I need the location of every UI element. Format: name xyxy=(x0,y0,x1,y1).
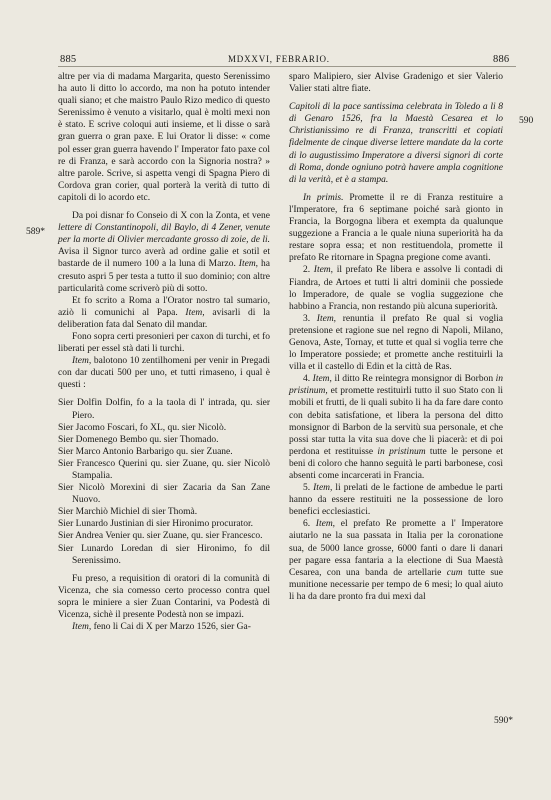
paragraph: Fono sopra certi presonieri per caxon di turchi, et fo liberati per essel stà dati li turchi. xyxy=(58,331,270,355)
paragraph: Et fo scrito a Roma a l'Orator nostro tal sumario, aziò li comunichi al Papa. Item, avisarli di la deliberation fata dal Senato dil mandar. xyxy=(58,295,270,330)
list-item: Sier Marchiò Michiel di sier Thomà. xyxy=(58,507,198,518)
list-item: Sier Jacomo Foscari, fo XL, qu. sier Nicolò. xyxy=(58,422,227,433)
paragraph: 2. Item, il prefato Re libera e assolve li contadi di Fiandra, de Artoes et tutti li altri dominii che possiede lo Imperadore, de quale se voglia suggezione che habbino a Francia, non restando più alcuna superiorità. xyxy=(289,265,504,312)
paragraph: Da poi disnar fo Conseio di X con la Zonta, et vene lettere di Constantinopoli, dil Baylo, di 4 Zener, venute per la morte di Olivier mercadante grosso di zoie, de li. Avisa il Signor turco averà ad ordine galie et sotil et bastarde de il numero 100 a la luna di Marzo. Item, ha cresuto aspri 5 per testa a tutto il suo dominio; con altre particularità come scriverò più di sotto. xyxy=(58,211,270,294)
paragraph: Fu preso, a requisition di oratori di la comunità di Vicenza, che sia comesso certo processo contra quel sopra le miniere a sier Zuan Contarini, va Podestà di Vicenza, sichè il presente Podestà non se impazi. xyxy=(58,573,270,621)
list-item: Sier Lunardo Loredan di sier Hironimo, fo dil Serenissimo. xyxy=(58,543,270,566)
paragraph: 4. Item, il ditto Re reintegra monsignor di Borbon in pristinum, et promette restituirli tutto il suo Stato con li mobili et frutti, de li quali subito li ha da fare dare conto con debita satisfatione, et libera la persona del ditto monsignor di Barbon de la servitù sua personale, et che possi star tutta la vita sua dove che li piacerà: et di poi perdona et restituisse in pristinum tutte le persone et beni di coloro che hanno seguità le parti barbonese, così absenti come incarcerati in Francia. xyxy=(289,374,503,481)
paragraph: altre per via di madama Margarita, questo Serenissimo ha auto li ditto lo accordo, ma non ha potuto intender quali siano; et che maistro Paulo Rizo medico di questo Serenissimo è venuto a visitarlo, qual è molti mexi non è stato. E scrive coloqui auti insieme, et li disse o sarà gran guerra o gran paxe. E lui Orator li disse: « come pol esser gran guerra havendo l' Imperator fato paxe col re di Franza, e sarà accordo con la Signoria nostra? » altre parole. Scrive, si aspetta vengi di Spagna Piero di Cordova gran corier, qual porterà la verità di tutto di capitoli di lo acordo etc. xyxy=(58,72,270,203)
right-column xyxy=(289,71,503,603)
list-item: Sier Francesco Querini qu. sier Zuane, qu. sier Nicolò Stampalia. xyxy=(58,458,270,481)
list-item: Sier Lunardo Justinian di sier Hironimo procurator. xyxy=(58,519,253,530)
header-rule xyxy=(58,66,516,67)
chapter-heading: Capitoli di la pace santissima celebrata in Toledo a li 8 di Genaro 1526, fra la Maestà Cesarea et lo Christianissimo re di Franza, transcritti et copiati fidelmente de cinque diverse lettere mandate da la corte di lo augustissimo Imperatore a diversi signori di corte di Roma, donde ogniuno potrà havere ampla cognitione di la verità, et è a stampa. xyxy=(289,102,503,185)
name-list xyxy=(58,397,270,566)
paragraph: Item, balotono 10 zentilhomeni per venir in Pregadi con dar ducati 500 per uno, et tutti rimaseno, i qual è questi : xyxy=(58,356,270,391)
margin-note-left: 589* xyxy=(26,227,45,237)
paragraph: 5. Item, li prelati de le factione de ambedue le parti hanno da essere restituiti ne la possessione de loro benefici ecclesiastici. xyxy=(289,483,503,518)
list-item: Sier Marco Antonio Barbarigo qu. sier Zuane. xyxy=(58,446,233,457)
paragraph: In primis. Promette il re di Franza restituire a l'Imperatore, fra 6 septimane poiché sarà gionto in Francia, la Borgogna libera et exempta da qualunque suggezione a Francia a le quale niuna superiorità ha da restare sopra essa; et non restituendola, promette il prefato Re ritornare in Spagna pregione come avanti. xyxy=(289,192,503,264)
paragraph: sparo Malipiero, sier Alvise Gradenigo et sier Valerio Valier stati altre fiate. xyxy=(289,72,503,95)
running-header: MDXXVI, FEBRARIO. xyxy=(228,54,330,64)
page-number-left: 885 xyxy=(60,54,77,65)
margin-note-right-bottom: 590* xyxy=(494,716,513,726)
list-item: Sier Dolfin Dolfin, fo a la taola di l' intrada, qu. sier Piero. xyxy=(58,398,270,421)
margin-note-right-top: 590 xyxy=(519,116,534,126)
paragraph: Item, feno li Cai di X per Marzo 1526, sier Ga- xyxy=(72,622,251,633)
paragraph: 3. Item, renuntia il prefato Re qual si voglia pretensione et ragione sue nel regno di Napoli, Milano, Genova, Aste, Tornay, et tutte et qual si voglia terre che lo Imperatore possiede; et promette anche restituirli la villa et il castello di Edin et la città de Ras. xyxy=(289,313,504,373)
page-number-right: 886 xyxy=(493,54,510,65)
left-column xyxy=(58,71,270,633)
list-item: Sier Nicolò Morexini di sier Zacaria da San Zane Nuovo. xyxy=(58,483,270,506)
paragraph: 6. Item, el prefato Re promette a l' Imperatore aiutarlo ne la sua passata in Italia per la coronatione sua, de 5000 lance grosse, 6000 fanti o dare li danari per pagare essa fantaria a la electione di Sua Maestà Cesarea, con una banda de artellarie cum tutte sue munitione necessarie per tempo de 6 mesi; lo qual aiuto li ha da dare pronto fra dui mexi dal xyxy=(289,519,504,602)
list-item: Sier Domenego Bembo qu. sier Thomado. xyxy=(58,434,219,445)
list-item: Sier Andrea Venier qu. sier Zuane, qu. sier Francesco. xyxy=(58,531,263,542)
